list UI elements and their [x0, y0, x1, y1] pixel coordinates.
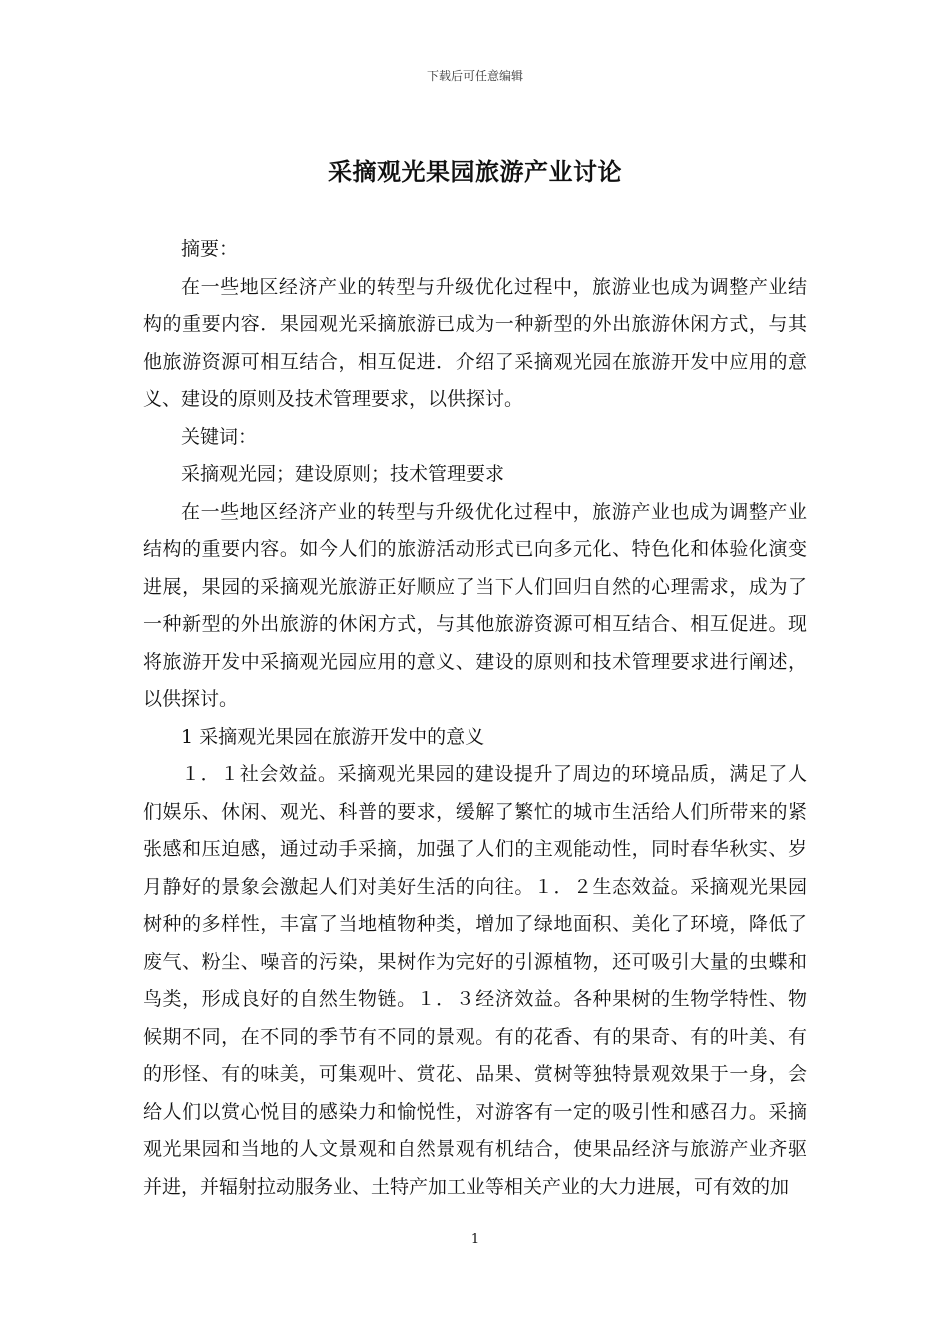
abstract-label: 摘要：	[181, 238, 239, 260]
intro-paragraph: 在一些地区经济产业的转型与升级优化过程中，旅游产业也成为调整产业结构的重要内容。如今人们的旅游活动形式已向多元化、特色化和体验化演变进展，果园的采摘观光旅游正好顺应了当下人们回归自然的心理需求，成为了一种新型的外出旅游的休闲方式，与其他旅游资源可相互结合、相互促进。现将旅游开发中采摘观光园应用的意义、建设的原则和技术管理要求进行阐述，以供探讨。	[143, 500, 807, 710]
section-1-heading: 1 采摘观光果园在旅游开发中的意义	[181, 725, 485, 748]
abstract-paragraph: 在一些地区经济产业的转型与升级优化过程中，旅游业也成为调整产业结构的重要内容．果园观光采摘旅游已成为一种新型的外出旅游休闲方式，与其他旅游资源可相互结合，相互促进．介绍了采摘观光园在旅游开发中应用的意义、建设的原则及技术管理要求，以供探讨。	[143, 275, 807, 410]
page-number: 1	[470, 1232, 480, 1247]
section-1-paragraph: １．１社会效益。采摘观光果园的建设提升了周边的环境品质，满足了人们娱乐、休闲、观光、科普的要求，缓解了繁忙的城市生活给人们所带来的紧张感和压迫感，通过动手采摘，加强了人们的主观能动性，同时春华秋实、岁月静好的景象会激起人们对美好生活的向往。１．２生态效益。采摘观光果园树种的多样性，丰富了当地植物种类，增加了绿地面积、美化了环境，降低了废气、粉尘、噪音的污染，果树作为完好的引源植物，还可吸引大量的虫蝶和鸟类，形成良好的自然生物链。１．３经济效益。各种果树的生物学特性、物候期不同，在不同的季节有不同的景观。有的花香、有的果奇、有的叶美、有的形怪、有的味美，可集观叶、赏花、品果、赏树等独特景观效果于一身，会给人们以赏心悦目的感染力和愉悦性，对游客有一定的吸引性和感召力。采摘观光果园和当地的人文景观和自然景观有机结合，使果品经济与旅游产业齐驱并进，并辐射拉动服务业、土特产加工业等相关产业的大力进展，可有效的加	[143, 763, 807, 1198]
keywords-paragraph: 采摘观光园；建设原则；技术管理要求	[181, 463, 505, 485]
document-title: 采摘观光果园旅游产业讨论	[328, 157, 622, 186]
header-note: 下载后可任意编辑	[426, 69, 523, 83]
keywords-label: 关键词：	[181, 425, 258, 448]
document-body	[143, 231, 807, 1206]
